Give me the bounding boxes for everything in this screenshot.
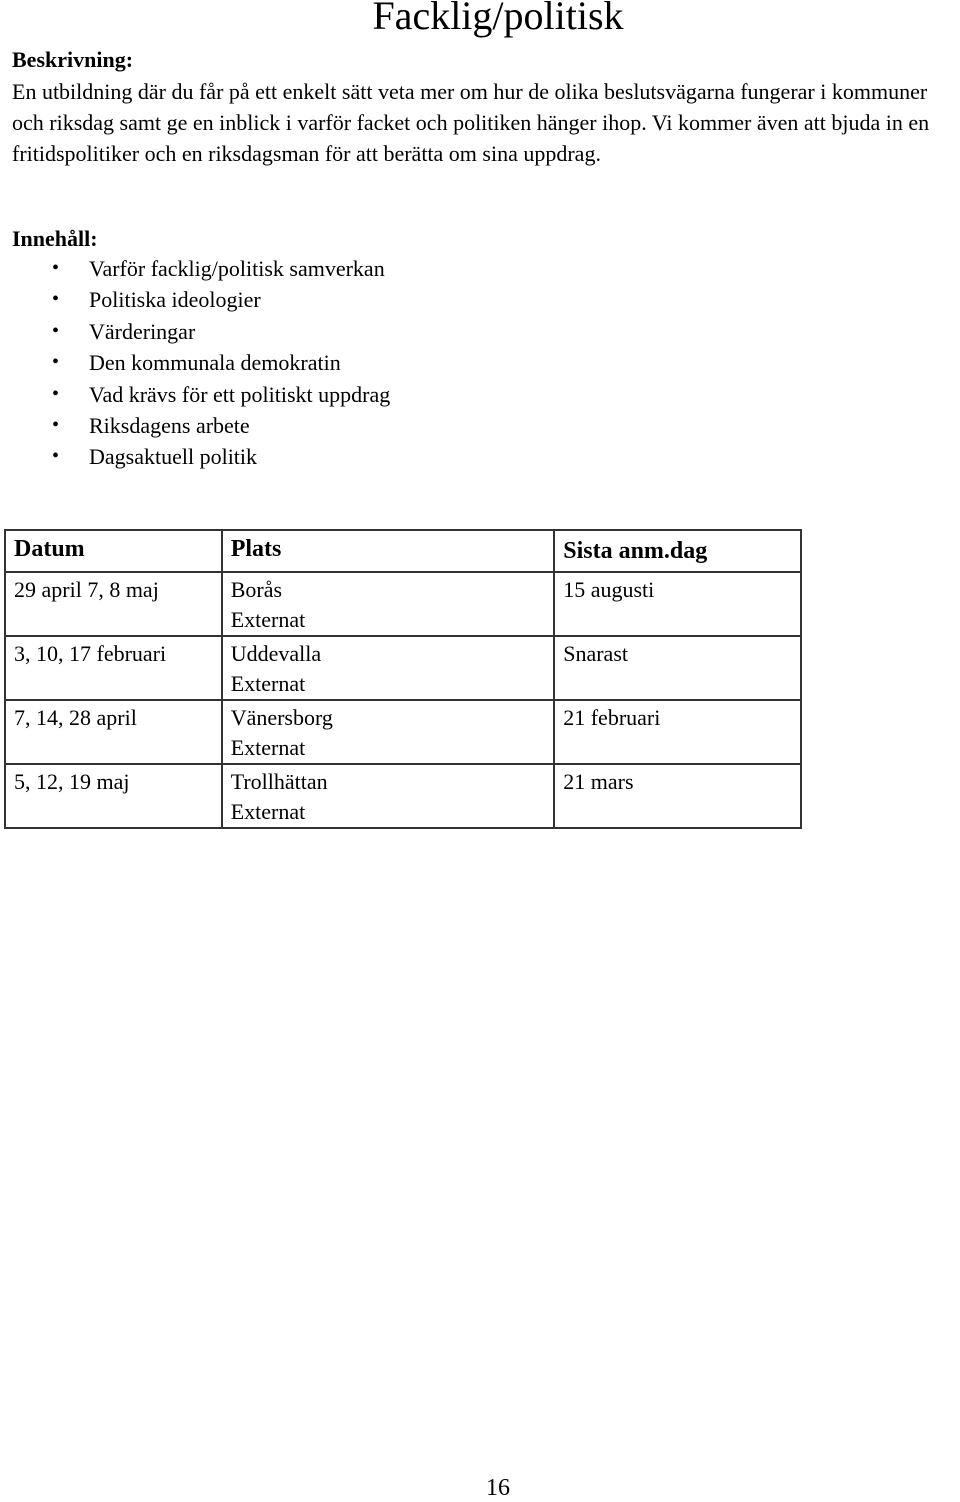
place-cell — [222, 764, 555, 828]
deadline-cell: Snarast — [554, 636, 801, 700]
date-cell: 5, 12, 19 maj — [5, 764, 222, 828]
deadline-cell: 15 augusti — [554, 572, 801, 636]
deadline-cell: 21 mars — [554, 764, 801, 828]
table-row — [5, 636, 801, 700]
course-type: Externat — [230, 671, 306, 696]
list-item — [12, 379, 612, 410]
place-cell — [222, 700, 555, 764]
list-item — [12, 410, 612, 441]
place-cell — [222, 572, 555, 636]
list-item — [12, 347, 612, 378]
list-item — [12, 253, 612, 284]
place-cell — [222, 636, 555, 700]
content-list — [12, 253, 612, 473]
course-schedule-table — [4, 529, 802, 829]
place-name: Uddevalla — [230, 641, 322, 666]
description-text: En utbildning där du får på ett enkelt sätt veta mer om hur de olika beslutsvägarna fungerar i kommuner och riksdag samt ge en inblick i varför facket och politiken hänger ihop. Vi kommer även att bjuda in en fritidspolitiker och en riksdagsman för att berätta om sina uppdrag. — [12, 79, 930, 166]
course-type: Externat — [230, 735, 306, 760]
list-item — [12, 441, 612, 472]
table-header-row — [5, 530, 801, 572]
list-item-text: Vad krävs för ett politiskt uppdrag — [89, 381, 391, 407]
page-title: Facklig/politisk — [372, 0, 624, 38]
page-number: 16 — [486, 1475, 510, 1501]
list-item — [12, 316, 612, 347]
table-row — [5, 764, 801, 828]
date-cell: 3, 10, 17 februari — [5, 636, 222, 700]
list-item-text: Riksdagens arbete — [89, 412, 250, 438]
bullet-icon: • — [52, 257, 60, 279]
table-row — [5, 700, 801, 764]
list-item-text: Den kommunala demokratin — [89, 350, 341, 376]
list-item-text: Dagsaktuell politik — [89, 444, 258, 470]
table-row — [5, 572, 801, 636]
bullet-icon: • — [52, 413, 60, 436]
content-heading: Innehåll: — [12, 226, 98, 251]
place-name: Borås — [230, 577, 283, 602]
course-type: Externat — [230, 607, 306, 632]
list-item-text: Värderingar — [89, 318, 196, 344]
bullet-icon: • — [52, 351, 60, 374]
place-name: Trollhättan — [230, 769, 328, 794]
list-item-text: Politiska ideologier — [89, 287, 261, 313]
bullet-icon: • — [52, 319, 60, 342]
date-column-header: Datum — [5, 530, 222, 572]
bullet-icon: • — [52, 445, 60, 468]
deadline-column-header: Sista anm.dag — [554, 530, 801, 572]
description-heading: Beskrivning: — [12, 47, 134, 72]
list-item-text: Varför facklig/politisk samverkan — [89, 256, 385, 281]
date-cell: 7, 14, 28 april — [5, 700, 222, 764]
course-type: Externat — [230, 799, 306, 824]
deadline-cell: 21 februari — [554, 700, 801, 764]
date-cell: 29 april 7, 8 maj — [5, 572, 222, 636]
place-column-header: Plats — [222, 530, 555, 572]
place-name: Vänersborg — [230, 705, 333, 730]
bullet-icon: • — [52, 382, 60, 405]
list-item — [12, 284, 612, 315]
bullet-icon: • — [52, 288, 60, 311]
